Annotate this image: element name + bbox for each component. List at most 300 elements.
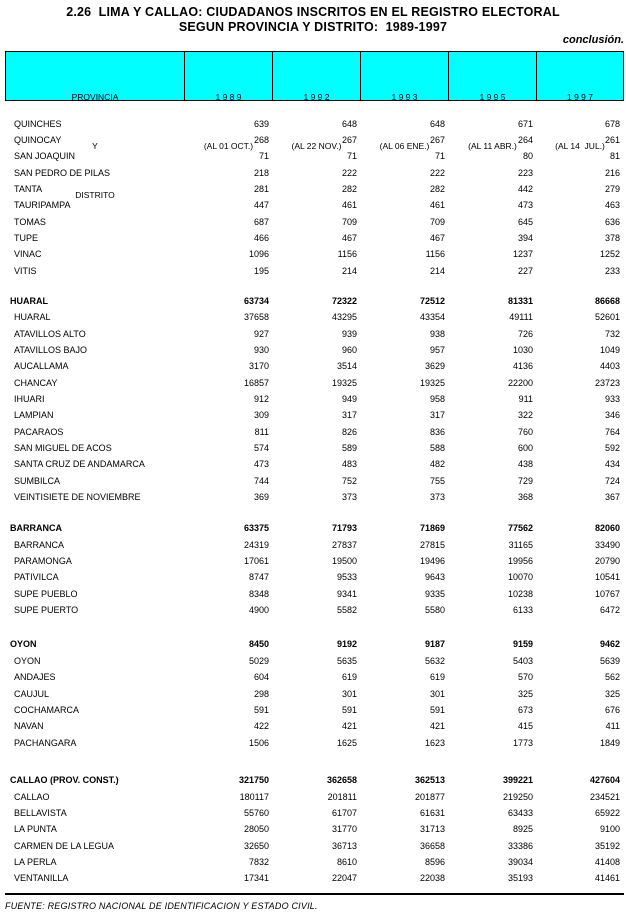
cell-value: 86668 (594, 295, 620, 306)
cell-value: 223 (517, 167, 533, 178)
cell-value: 279 (604, 183, 620, 194)
row-label: VEINTISIETE DE NOVIEMBRE (14, 492, 141, 503)
cell-value: 180117 (239, 791, 269, 802)
cell-value: 619 (341, 672, 357, 683)
header-date-label: (AL 14 JUL.) (555, 141, 605, 152)
page-title-line2: SEGUN PROVINCIA Y DISTRITO: 1989-1997 (178, 20, 448, 34)
cell-value: 1156 (337, 249, 357, 260)
district-row (5, 132, 624, 148)
cell-value: 61707 (331, 808, 357, 819)
district-row (5, 489, 624, 505)
header-province-line3: DISTRITO (75, 189, 115, 200)
cell-value: 5632 (424, 655, 445, 666)
cell-value: 473 (253, 459, 269, 470)
row-label: VINAC (14, 249, 42, 260)
cell-value: 63734 (243, 295, 269, 306)
cell-value: 5582 (336, 605, 357, 616)
cell-value: 760 (517, 426, 533, 437)
cell-value: 43295 (331, 312, 357, 323)
cell-value: 268 (253, 134, 269, 145)
district-row (5, 537, 624, 553)
district-row (5, 602, 624, 618)
cell-value: 1096 (248, 249, 269, 260)
district-row (5, 263, 624, 279)
cell-value: 22047 (331, 873, 357, 884)
cell-value: 33490 (594, 539, 620, 550)
header-year-label: 1 9 9 2 (303, 92, 330, 103)
cell-value: 325 (517, 688, 533, 699)
cell-value: 36658 (419, 840, 445, 851)
cell-value: 927 (253, 328, 269, 339)
row-label: LA PERLA (14, 857, 57, 868)
row-label: SUPE PUEBLO (14, 588, 78, 599)
province-block (5, 520, 624, 618)
cell-value: 709 (429, 216, 445, 227)
cell-value: 3170 (248, 361, 269, 372)
cell-value: 729 (517, 475, 533, 486)
cell-value: 378 (604, 232, 620, 243)
cell-value: 22200 (507, 377, 533, 388)
cell-value: 282 (429, 183, 445, 194)
row-label: SAN JOAQUIN (14, 151, 76, 162)
cell-value: 1156 (425, 249, 445, 260)
cell-value: 367 (604, 492, 620, 503)
province-total-row (5, 636, 624, 652)
cell-value: 466 (253, 232, 269, 243)
district-row (5, 165, 624, 181)
cell-value: 214 (341, 265, 357, 276)
district-row (5, 181, 624, 197)
cell-value: 32650 (243, 840, 269, 851)
cell-value: 309 (253, 410, 269, 421)
cell-value: 592 (604, 443, 620, 454)
cell-value: 5029 (248, 655, 269, 666)
cell-value: 17061 (243, 556, 269, 567)
row-label: OYON (10, 639, 37, 650)
row-label: SAN PEDRO DE PILAS (14, 167, 111, 178)
cell-value: 422 (253, 721, 269, 732)
district-row (5, 424, 624, 440)
row-label: PACHANGARA (14, 737, 77, 748)
cell-value: 8610 (336, 857, 357, 868)
cell-value: 219250 (502, 791, 533, 802)
cell-value: 1623 (424, 737, 445, 748)
header-date-label: (AL 22 NOV.) (291, 141, 342, 152)
cell-value: 82060 (594, 523, 620, 534)
cell-value: 325 (604, 688, 620, 699)
cell-value: 4403 (599, 361, 620, 372)
cell-value: 373 (429, 492, 445, 503)
district-row (5, 553, 624, 569)
cell-value: 467 (429, 232, 445, 243)
row-label: BARRANCA (14, 539, 65, 550)
cell-value: 24319 (243, 539, 269, 550)
row-label: AUCALLAMA (14, 361, 69, 372)
district-row (5, 789, 624, 805)
cell-value: 233 (604, 265, 620, 276)
cell-value: 1773 (512, 737, 533, 748)
cell-value: 933 (604, 394, 620, 404)
cell-value: 732 (604, 328, 620, 339)
cell-value: 752 (341, 475, 357, 486)
cell-value: 9192 (336, 639, 357, 650)
header-date-label: (AL 01 OCT.) (203, 141, 254, 152)
cell-value: 10767 (594, 588, 620, 599)
province-total-row (5, 772, 624, 788)
cell-value: 1625 (336, 737, 357, 748)
cell-value: 960 (341, 344, 357, 355)
cell-value: 301 (341, 688, 357, 699)
district-row (5, 148, 624, 164)
district-row (5, 197, 624, 213)
cell-value: 55760 (243, 808, 269, 819)
cell-value: 591 (341, 704, 357, 715)
row-label: PACARAOS (14, 426, 64, 437)
cell-value: 434 (604, 459, 620, 470)
row-label: ATAVILLOS ALTO (14, 328, 86, 339)
cell-value: 1049 (599, 344, 620, 355)
cell-value: 9533 (336, 572, 357, 583)
district-row (5, 309, 624, 325)
cell-value: 282 (341, 183, 357, 194)
cell-value: 399221 (502, 775, 533, 786)
cell-value: 442 (517, 183, 533, 194)
cell-value: 570 (517, 672, 533, 683)
cell-value: 438 (517, 459, 533, 470)
row-label: HUARAL (14, 312, 51, 323)
cell-value: 421 (341, 721, 357, 732)
cell-value: 77562 (507, 523, 533, 534)
cell-value: 461 (429, 200, 445, 211)
row-label: ANDAJES (14, 672, 56, 683)
cell-value: 321750 (238, 775, 269, 786)
cell-value: 23723 (594, 377, 620, 388)
row-label: PATIVILCA (14, 572, 59, 583)
cell-value: 473 (517, 200, 533, 211)
cell-value: 61631 (419, 808, 445, 819)
cell-value: 9335 (424, 588, 445, 599)
cell-value: 8450 (248, 639, 269, 650)
cell-value: 709 (341, 216, 357, 227)
cell-value: 317 (429, 410, 445, 421)
district-row (5, 214, 624, 230)
cell-value: 574 (253, 443, 269, 454)
cell-value: 264 (517, 134, 533, 145)
cell-value: 958 (429, 394, 445, 404)
district-row (5, 456, 624, 472)
cell-value: 687 (253, 216, 269, 227)
cell-value: 81331 (507, 295, 533, 306)
province-total-row (5, 293, 624, 309)
row-label: ATAVILLOS BAJO (14, 344, 88, 355)
district-row (5, 735, 624, 751)
cell-value: 415 (517, 721, 533, 732)
row-label: OYON (14, 655, 41, 666)
cell-value: 214 (429, 265, 445, 276)
row-label: SAN MIGUEL DE ACOS (14, 443, 112, 454)
cell-value: 63375 (243, 523, 269, 534)
cell-value: 6133 (512, 605, 533, 616)
cell-value: 744 (253, 475, 269, 486)
row-label: BARRANCA (10, 523, 62, 534)
cell-value: 5639 (599, 655, 620, 666)
cell-value: 373 (341, 492, 357, 503)
cell-value: 600 (517, 443, 533, 454)
cell-value: 28050 (243, 824, 269, 835)
cell-value: 447 (253, 200, 269, 211)
cell-value: 52601 (594, 312, 620, 323)
cell-value: 9643 (424, 572, 445, 583)
cell-value: 16857 (243, 377, 269, 388)
district-row (5, 407, 624, 423)
cell-value: 463 (604, 200, 620, 211)
source-note: FUENTE: REGISTRO NACIONAL DE IDENTIFICACION Y ESTADO CIVIL. (5, 901, 318, 911)
row-label: TUPE (14, 232, 39, 243)
cell-value: 483 (341, 459, 357, 470)
cell-value: 9341 (336, 588, 357, 599)
cell-value: 17341 (243, 873, 269, 884)
header-year-label: 1 9 8 9 (215, 92, 242, 103)
cell-value: 957 (429, 344, 445, 355)
cell-value: 234521 (589, 791, 620, 802)
cell-value: 764 (604, 426, 620, 437)
cell-value: 755 (429, 475, 445, 486)
header-date-label: (AL 11 ABR.) (468, 141, 517, 152)
cell-value: 3629 (424, 361, 445, 372)
row-label: QUINOCAY (14, 134, 62, 145)
province-block (5, 636, 624, 750)
header-date-label: (AL 06 ENE.) (379, 141, 430, 152)
cell-value: 10238 (507, 588, 533, 599)
cell-value: 1030 (512, 344, 533, 355)
cell-value: 394 (517, 232, 533, 243)
cell-value: 31770 (331, 824, 357, 835)
cell-value: 726 (517, 328, 533, 339)
province-total-row (5, 520, 624, 536)
district-row (5, 358, 624, 374)
row-label: CARMEN DE LA LEGUA (14, 840, 115, 851)
cell-value: 35192 (594, 840, 620, 851)
row-label: TANTA (14, 183, 43, 194)
header-year-label: 1 9 9 3 (391, 92, 418, 103)
cell-value: 369 (253, 492, 269, 503)
cell-value: 912 (253, 394, 269, 404)
cell-value: 3514 (336, 361, 357, 372)
cell-value: 19500 (331, 556, 357, 567)
cell-value: 9159 (512, 639, 533, 650)
cell-value: 19496 (419, 556, 445, 567)
cell-value: 7832 (248, 857, 269, 868)
row-label: VITIS (14, 265, 37, 276)
cell-value: 1237 (512, 249, 533, 260)
row-label: PARAMONGA (14, 556, 72, 567)
cell-value: 619 (429, 672, 445, 683)
cell-value: 267 (341, 134, 357, 145)
row-label: LA PUNTA (14, 824, 57, 835)
cell-value: 826 (341, 426, 357, 437)
row-label: LAMPIAN (14, 410, 54, 421)
cell-value: 33386 (507, 840, 533, 851)
district-row (5, 854, 624, 870)
cell-value: 346 (604, 410, 620, 421)
cell-value: 71 (434, 151, 445, 162)
cell-value: 639 (253, 118, 269, 129)
cell-value: 41408 (594, 857, 620, 868)
cell-value: 5635 (336, 655, 357, 666)
cell-value: 427604 (589, 775, 620, 786)
row-label: TOMAS (14, 216, 46, 227)
cell-value: 71869 (419, 523, 445, 534)
district-row (5, 246, 624, 262)
cell-value: 63433 (507, 808, 533, 819)
cell-value: 368 (517, 492, 533, 503)
cell-value: 588 (429, 443, 445, 454)
district-row (5, 805, 624, 821)
row-label: NAVAN (14, 721, 44, 732)
cell-value: 80 (522, 151, 533, 162)
row-label: COCHAMARCA (14, 704, 80, 715)
page-title-line1: 2.26 LIMA Y CALLAO: CIUDADANOS INSCRITOS EN EL REGISTRO ELECTORAL (66, 5, 560, 19)
cell-value: 39034 (507, 857, 533, 868)
cell-value: 222 (429, 167, 445, 178)
cell-value: 227 (517, 265, 533, 276)
cell-value: 836 (429, 426, 445, 437)
district-row (5, 116, 624, 132)
cell-value: 81 (609, 151, 620, 162)
cell-value: 222 (341, 167, 357, 178)
district-row (5, 342, 624, 358)
cell-value: 49111 (509, 312, 533, 323)
cell-value: 281 (253, 183, 269, 194)
cell-value: 648 (341, 118, 357, 129)
cell-value: 467 (341, 232, 357, 243)
row-label: SUPE PUERTO (14, 605, 79, 616)
district-row (5, 686, 624, 702)
district-row (5, 440, 624, 456)
cell-value: 811 (254, 426, 269, 437)
district-row (5, 870, 624, 886)
district-row (5, 473, 624, 489)
district-row (5, 326, 624, 342)
cell-value: 911 (518, 394, 533, 404)
row-label: VENTANILLA (14, 873, 69, 884)
cell-value: 19325 (331, 377, 357, 388)
row-label: SUMBILCA (14, 475, 61, 486)
cell-value: 27837 (331, 539, 357, 550)
cell-value: 930 (253, 344, 269, 355)
province-block (5, 116, 624, 279)
cell-value: 298 (253, 688, 269, 699)
cell-value: 461 (341, 200, 357, 211)
cell-value: 19956 (507, 556, 533, 567)
district-row (5, 230, 624, 246)
cell-value: 591 (253, 704, 269, 715)
cell-value: 1252 (599, 249, 620, 260)
cell-value: 9100 (599, 824, 620, 835)
cell-value: 72512 (419, 295, 445, 306)
district-row (5, 569, 624, 585)
cell-value: 8747 (248, 572, 269, 583)
cell-value: 938 (429, 328, 445, 339)
district-row (5, 669, 624, 685)
footer-rule (5, 893, 624, 895)
cell-value: 261 (604, 134, 620, 145)
continuation-note: conclusión. (562, 34, 624, 46)
cell-value: 216 (604, 167, 620, 178)
cell-value: 201811 (327, 791, 357, 802)
header-province-line1: PROVINCIA (71, 92, 119, 103)
row-label: CALLAO (PROV. CONST.) (10, 775, 119, 786)
cell-value: 482 (429, 459, 445, 470)
district-row (5, 653, 624, 669)
cell-value: 267 (429, 134, 445, 145)
row-label: CALLAO (14, 791, 50, 802)
cell-value: 10070 (507, 572, 533, 583)
cell-value: 71 (258, 151, 269, 162)
cell-value: 19325 (419, 377, 445, 388)
cell-value: 562 (604, 672, 620, 683)
cell-value: 37658 (243, 312, 269, 323)
province-block (5, 293, 624, 505)
cell-value: 411 (605, 721, 620, 732)
cell-value: 322 (517, 410, 533, 421)
row-label: BELLAVISTA (14, 808, 67, 819)
cell-value: 1506 (248, 737, 269, 748)
cell-value: 27815 (419, 539, 445, 550)
cell-value: 589 (341, 443, 357, 454)
cell-value: 195 (253, 265, 269, 276)
cell-value: 362513 (414, 775, 445, 786)
cell-value: 4136 (512, 361, 533, 372)
cell-value: 4900 (248, 605, 269, 616)
cell-value: 591 (429, 704, 445, 715)
cell-value: 218 (253, 167, 269, 178)
province-block (5, 772, 624, 886)
row-label: SANTA CRUZ DE ANDAMARCA (14, 459, 145, 470)
header-province-line2: Y (92, 141, 98, 152)
cell-value: 604 (253, 672, 269, 683)
cell-value: 35193 (507, 873, 533, 884)
cell-value: 201877 (414, 791, 445, 802)
cell-value: 673 (517, 704, 533, 715)
district-row (5, 718, 624, 734)
row-label: QUINCHES (14, 118, 62, 129)
cell-value: 724 (604, 475, 620, 486)
cell-value: 8348 (248, 588, 269, 599)
district-row (5, 586, 624, 602)
cell-value: 5580 (424, 605, 445, 616)
district-row (5, 821, 624, 837)
district-row (5, 838, 624, 854)
district-row (5, 702, 624, 718)
cell-value: 43354 (419, 312, 445, 323)
cell-value: 65922 (594, 808, 620, 819)
cell-value: 36713 (331, 840, 357, 851)
cell-value: 72322 (331, 295, 357, 306)
cell-value: 31165 (508, 539, 533, 550)
cell-value: 317 (341, 410, 357, 421)
cell-value: 5403 (512, 655, 533, 666)
cell-value: 949 (341, 394, 357, 404)
row-label: TAURIPAMPA (14, 200, 71, 211)
row-label: CAUJUL (14, 688, 50, 699)
cell-value: 939 (341, 328, 357, 339)
row-label: HUARAL (10, 295, 48, 306)
cell-value: 8596 (424, 857, 445, 868)
cell-value: 22038 (419, 873, 445, 884)
row-label: CHANCAY (14, 377, 58, 388)
cell-value: 31713 (419, 824, 445, 835)
